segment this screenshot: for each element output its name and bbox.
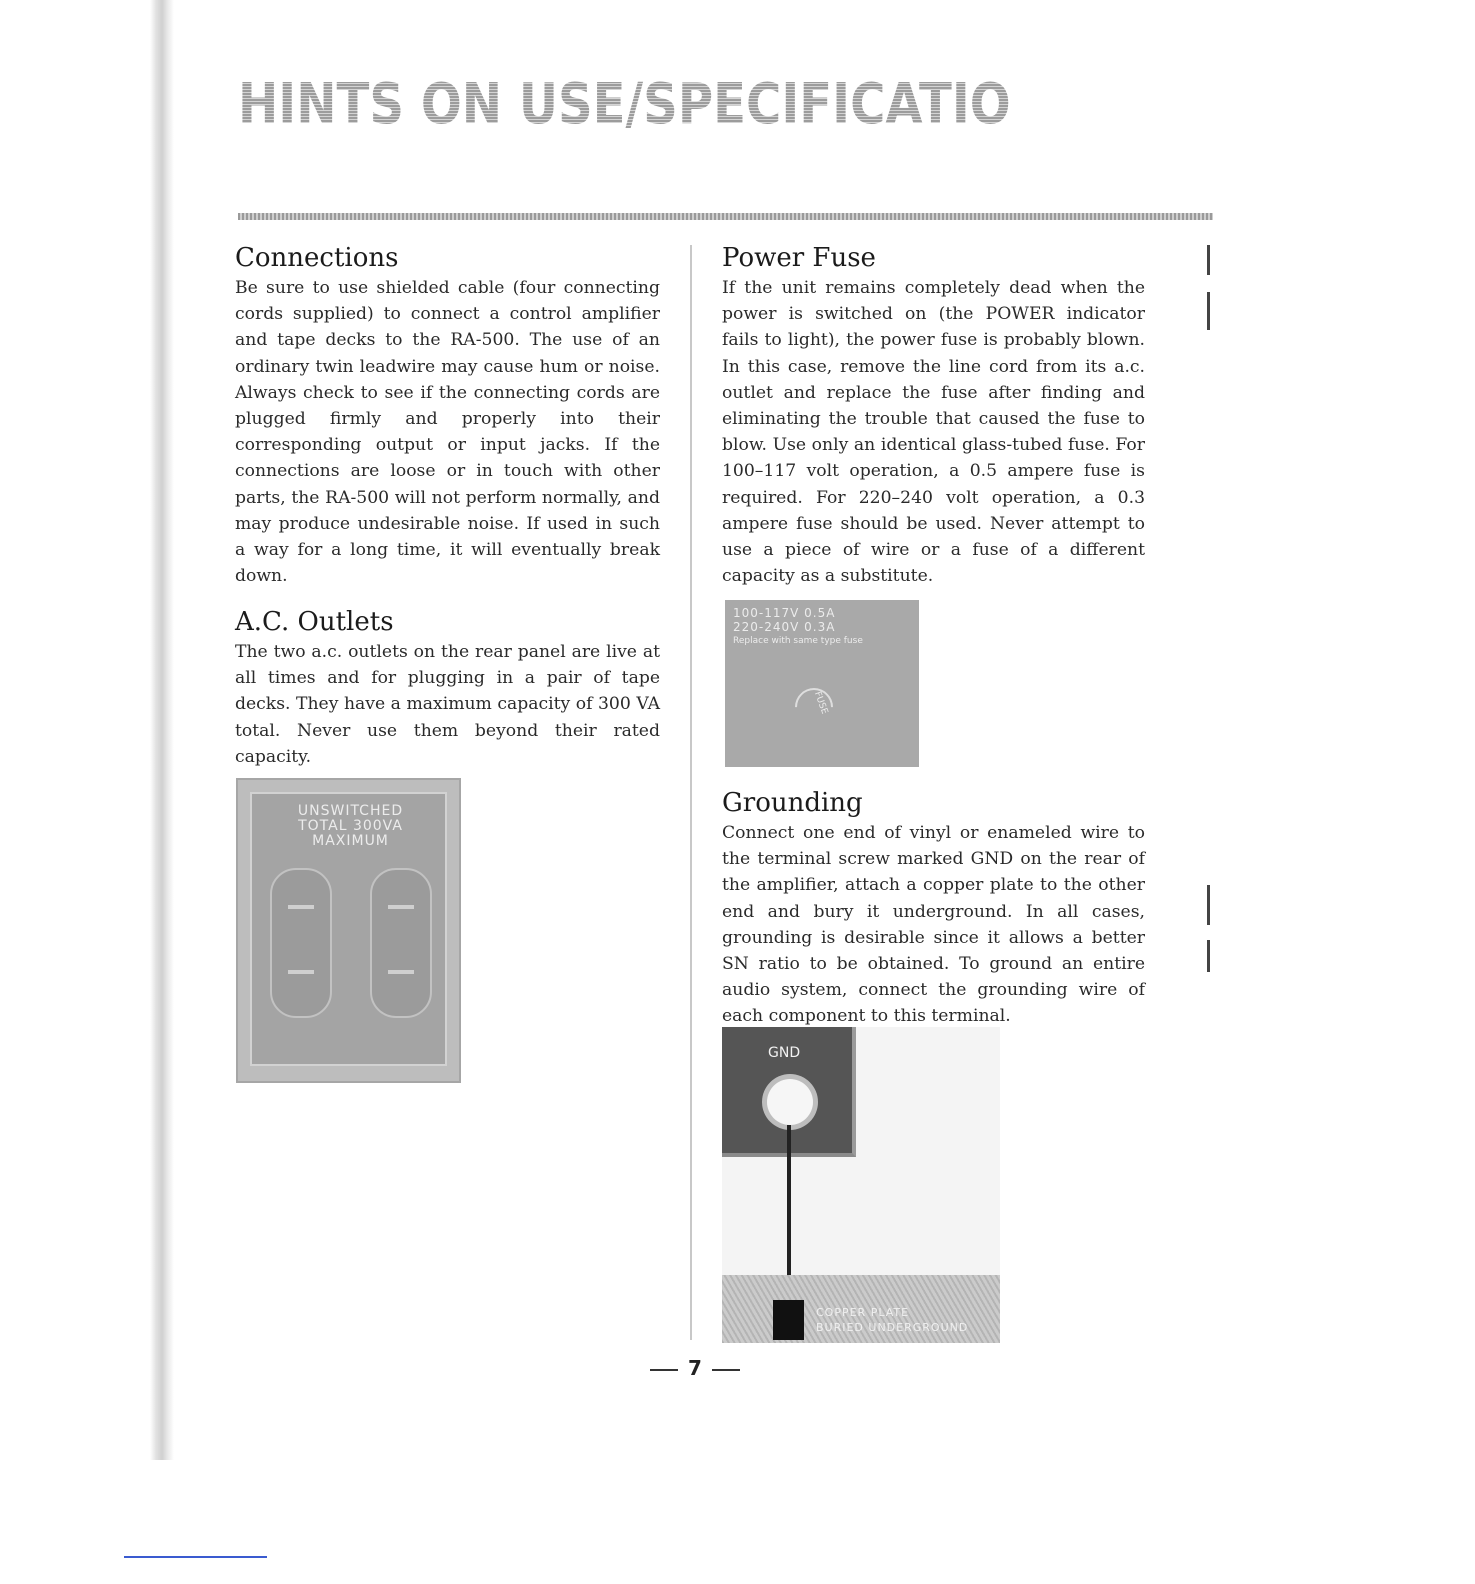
outlets-figure bbox=[236, 778, 461, 1083]
edge-mark bbox=[1207, 940, 1210, 972]
column-divider bbox=[690, 245, 692, 1340]
ac-outlets-heading: A.C. Outlets bbox=[235, 607, 394, 637]
outlets-label-line3: MAXIMUM bbox=[312, 833, 389, 849]
power-fuse-text: If the unit remains completely dead when the power is switched on (the POWER indicator fails to light), the power fuse is probably blown. In this case, remove the line cord from its a.c. outlet and replace the fuse after finding and eliminating the trouble that caused the fuse to blow. Use only an identical glass-tubed fuse. For 100–117 volt operation, a 0.5 ampere fuse is required. For 220–240 volt operation, a 0.3 ampere fuse should be used. Never attempt to use a piece of wire or a fuse of a different capacity as a substitute. bbox=[722, 278, 1145, 587]
fuse-figure bbox=[725, 600, 919, 767]
copper-plate-label-line2: BURIED UNDERGROUND bbox=[816, 1321, 969, 1334]
binding-shadow bbox=[150, 0, 174, 1460]
page-number-value: 7 bbox=[688, 1356, 702, 1380]
outlet-slot bbox=[288, 970, 314, 974]
header-rule bbox=[238, 213, 1213, 220]
outlets-label-line2: TOTAL 300VA bbox=[298, 818, 403, 834]
ground-terminal-icon bbox=[767, 1079, 813, 1125]
copper-plate-label-line1: COPPER PLATE bbox=[816, 1306, 910, 1319]
grounding-figure bbox=[722, 1027, 1000, 1343]
power-fuse-heading: Power Fuse bbox=[722, 243, 876, 273]
edge-mark bbox=[1207, 245, 1210, 275]
fuse-label-line1: 100-117V 0.5A bbox=[733, 606, 836, 620]
fuse-label-line2: 220-240V 0.3A bbox=[733, 620, 836, 634]
outlet-socket-left bbox=[270, 868, 332, 1018]
fuse-label bbox=[733, 606, 863, 648]
edge-mark bbox=[1207, 292, 1210, 330]
copper-plate-icon bbox=[773, 1300, 804, 1340]
grounding-section bbox=[722, 786, 1145, 1030]
outlet-slot bbox=[388, 905, 414, 909]
fuse-holder bbox=[787, 680, 841, 734]
outlets-label bbox=[238, 804, 463, 849]
grounding-text: Connect one end of vinyl or enameled wire to the terminal screw marked GND on the rear of the amplifier, attach a copper plate to the other end and bury it underground. In all cases, grounding is desirable since it allows a better SN ratio to be obtained. To ground an entire audio system, connect the grounding wire of each component to this terminal. bbox=[722, 823, 1145, 1027]
outlet-socket-right bbox=[370, 868, 432, 1018]
outlets-label-line1: UNSWITCHED bbox=[297, 803, 404, 819]
connections-heading: Connections bbox=[235, 243, 399, 273]
connections-section bbox=[235, 241, 660, 589]
edge-mark bbox=[1207, 885, 1210, 925]
power-fuse-section bbox=[722, 241, 1145, 589]
outlet-slot bbox=[388, 970, 414, 974]
ac-outlets-section bbox=[235, 605, 660, 770]
footer-line bbox=[124, 1556, 267, 1558]
gnd-label: GND bbox=[768, 1045, 801, 1061]
dash-left bbox=[650, 1369, 678, 1371]
connections-text: Be sure to use shielded cable (four connecting cords supplied) to connect a control amplifier and tape decks to the RA-500. The use of an ordinary twin leadwire may cause hum or noise. Always check to see if the connecting cords are plugged firmly and properly into their corresponding output or input jacks. If the connections are loose or in touch with other parts, the RA-500 will not perform normally, and may produce undesirable noise. If used in such a way for a long time, it will eventually break down. bbox=[235, 278, 660, 587]
dash-right bbox=[712, 1369, 740, 1371]
grounding-heading: Grounding bbox=[722, 788, 863, 818]
copper-plate-label bbox=[816, 1305, 968, 1335]
fuse-label-line3: Replace with same type fuse bbox=[733, 636, 863, 646]
page-number bbox=[640, 1356, 750, 1380]
ac-outlets-text: The two a.c. outlets on the rear panel are live at all times and for plugging in a pair of tape decks. They have a maximum capacity of 300 VA total. Never use them beyond their rated capacity. bbox=[235, 642, 660, 767]
outlet-slot bbox=[288, 905, 314, 909]
page-title: HINTS ON USE/SPECIFICATIONS/ACCESSORIES bbox=[238, 70, 1012, 140]
fuse-holder-label: FUSE bbox=[811, 690, 830, 716]
